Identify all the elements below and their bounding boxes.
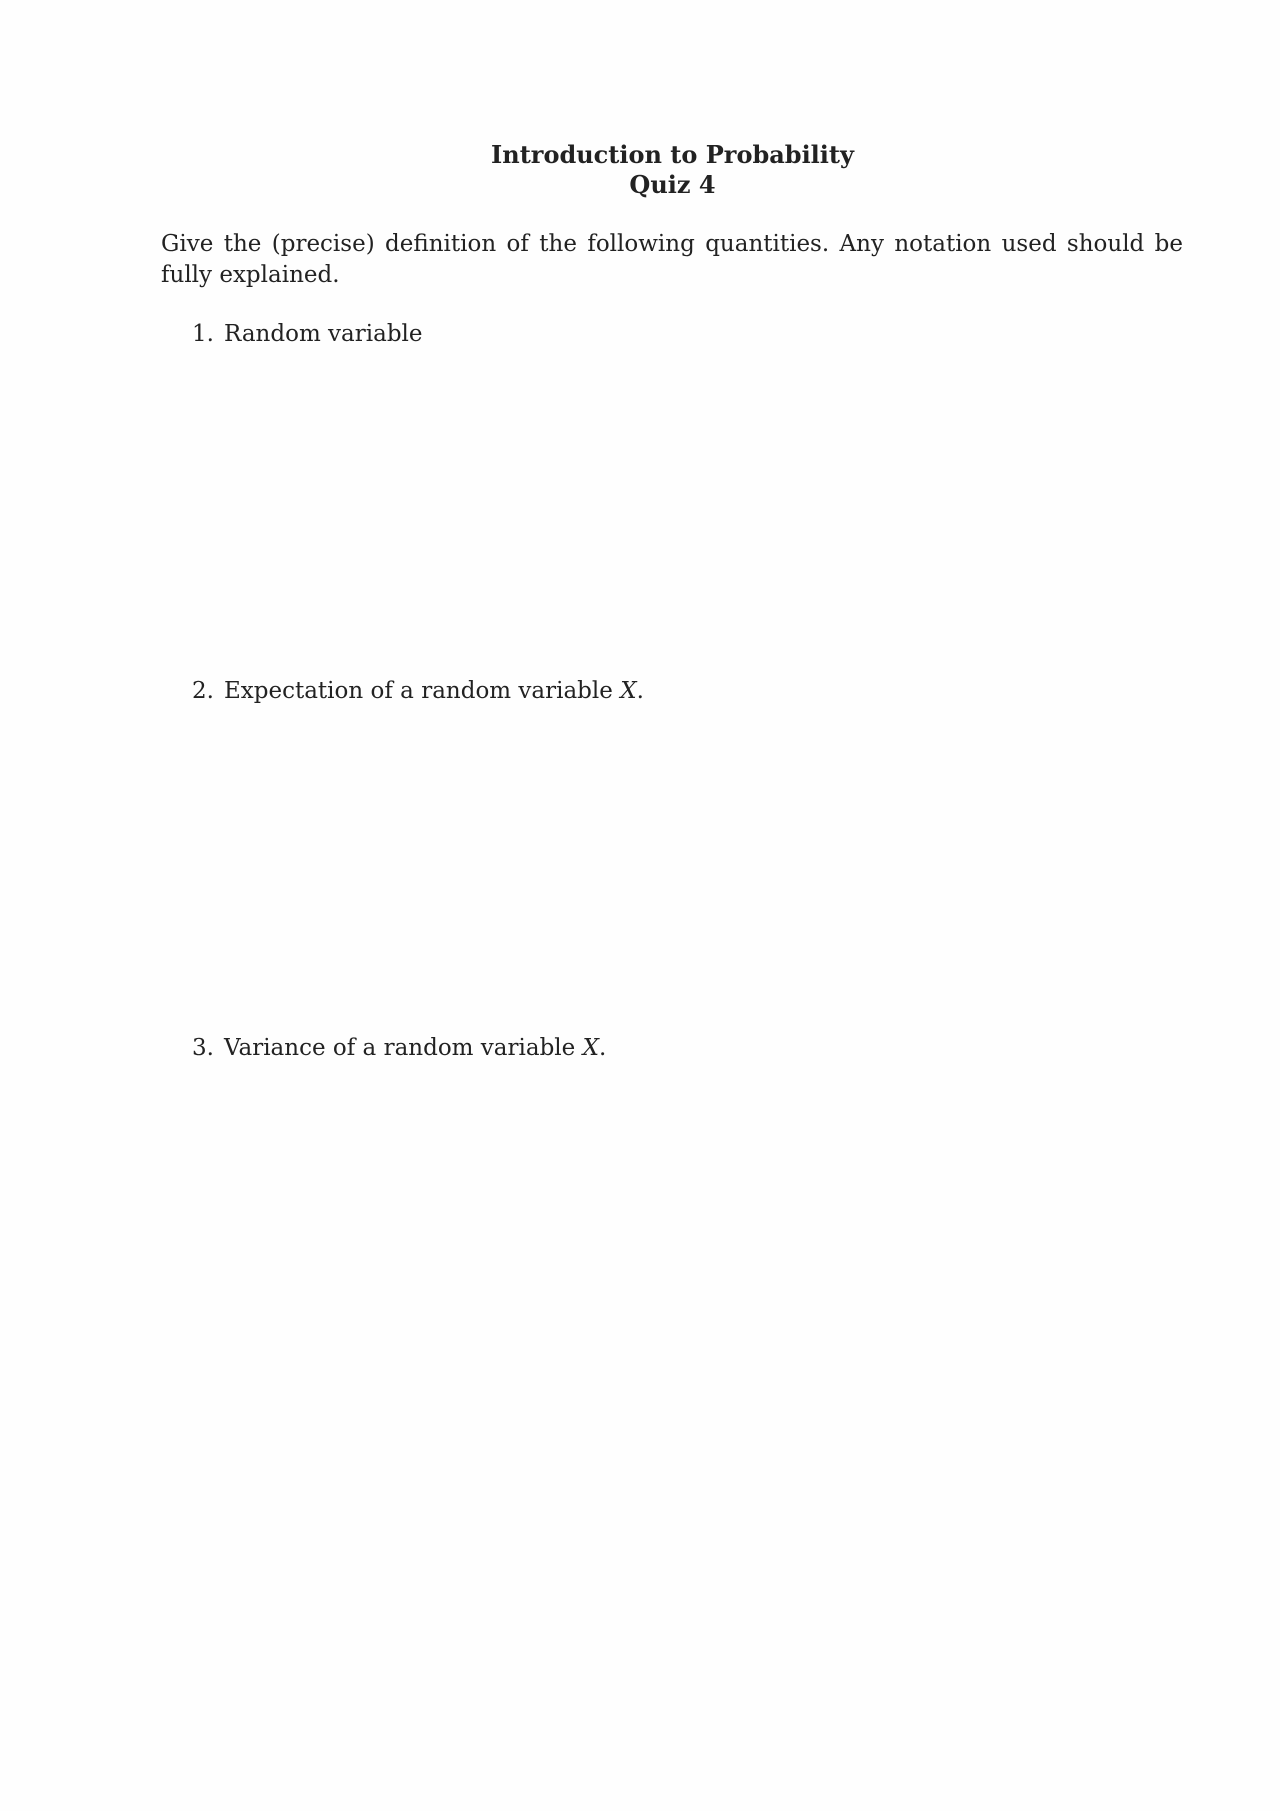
math-variable: X xyxy=(620,678,637,704)
question-3 xyxy=(192,1033,606,1063)
math-variable: X xyxy=(582,1035,599,1061)
question-number: 2. xyxy=(192,678,214,704)
question-text: Random variable xyxy=(224,321,423,347)
question-text: Variance of a random variable xyxy=(224,1035,583,1061)
question-number: 3. xyxy=(192,1035,214,1061)
quiz-number: Quiz 4 xyxy=(629,170,716,199)
question-text: Expectation of a random variable xyxy=(224,678,621,704)
question-end: . xyxy=(636,678,644,704)
question-1 xyxy=(192,319,423,349)
question-end: . xyxy=(598,1035,607,1061)
instructions-text: Give the (precise) definition of the following quantities. Any notation used should be fully explained. xyxy=(161,231,1183,288)
title-block xyxy=(0,140,1280,200)
document-title: Introduction to Probability xyxy=(491,140,854,169)
question-2 xyxy=(192,676,644,706)
question-number: 1. xyxy=(192,321,214,347)
